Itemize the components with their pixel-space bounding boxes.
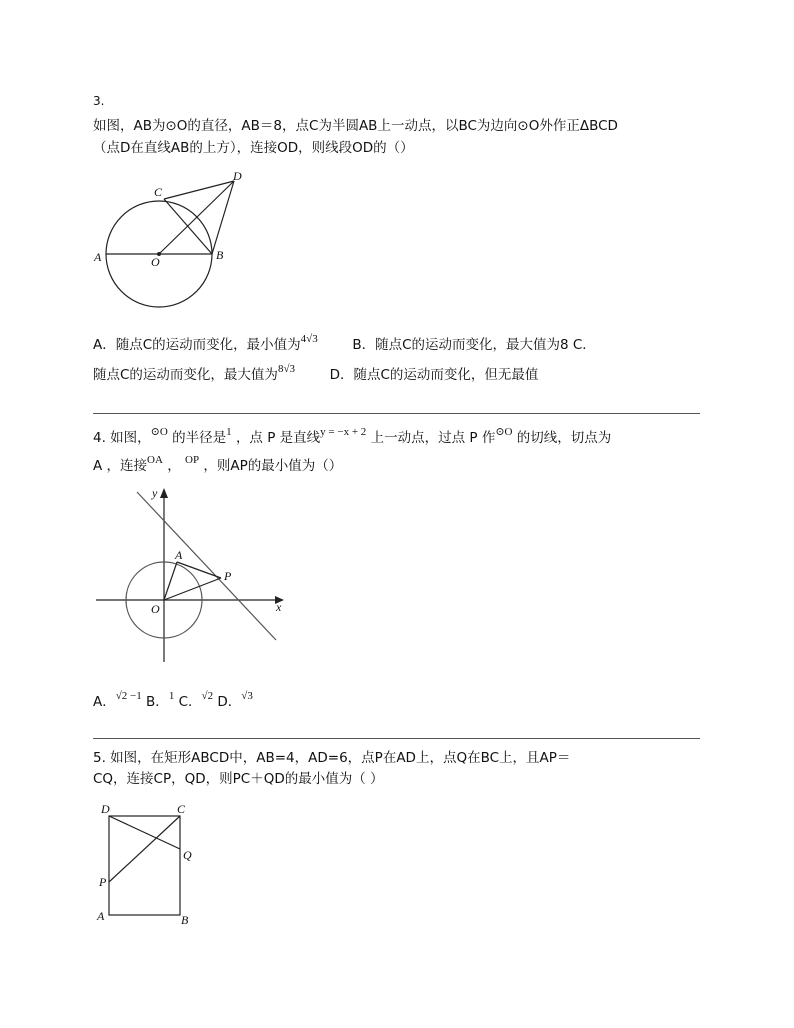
q4-circle-o-2: ⊙O	[495, 426, 513, 438]
q5-label-p: P	[99, 875, 107, 889]
q4-option-d-value: √3	[241, 690, 253, 702]
q4-text-7: ，	[167, 458, 181, 474]
q4-text-1: 4. 如图，	[93, 430, 151, 446]
q5-segment-pc	[109, 816, 180, 882]
q4-label-x: x	[276, 600, 282, 614]
q4-option-d: D．	[217, 694, 242, 710]
q3-label-c: C	[154, 185, 163, 199]
q5-label-b: B	[181, 913, 189, 927]
q3-stem-line1: 如图，AB为⊙O的直径，AB＝8，点C为半圆AB上一动点，以BC为边向⊙O外作正ΔBCD	[93, 118, 618, 134]
q4-option-a: A．	[93, 694, 116, 710]
q5-stem-line2: CQ，连接CP，QD，则PC＋QD的最小值为（ ）	[93, 771, 384, 787]
q5-segment-dq	[109, 816, 180, 849]
q4-radius: 1	[226, 426, 232, 438]
q4-label-p: P	[224, 569, 232, 583]
q3-label-o: O	[151, 255, 160, 269]
q5-label-a: A	[97, 909, 105, 923]
q5-stem-line1: 5. 如图，在矩形ABCD中，AB=4，AD=6，点P在AD上，点Q在BC上，且AP＝	[93, 750, 571, 766]
q3-option-c: 随点C的运动而变化，最大值为	[93, 367, 278, 383]
q4-seg-op: OP	[185, 454, 200, 466]
q3-label-a: A	[94, 250, 102, 264]
q3-option-a: A．随点C的运动而变化，最小值为	[93, 337, 301, 353]
q5-rectangle-abcd	[109, 816, 180, 915]
q5-label-c: C	[177, 802, 186, 816]
q3-label-b: B	[216, 248, 224, 262]
q5-label-q: Q	[183, 848, 192, 862]
q4-label-o: O	[151, 602, 160, 616]
q4-option-a-value: √2 −1	[115, 690, 142, 702]
q4-text-5: 的切线，切点为	[516, 430, 612, 446]
q4-text-3: ，点 P 是直线	[235, 430, 321, 446]
q4-text-2: 的半径是	[172, 430, 227, 446]
q3-option-b: B．随点C的运动而变化，最大值为8 C．	[352, 337, 596, 353]
q3-option-d: D．随点C的运动而变化，但无最值	[329, 367, 539, 383]
q3-number: 3.	[93, 94, 105, 108]
q3-option-c-value: 8√3	[277, 363, 295, 375]
q4-seg-oa: OA	[147, 454, 163, 466]
q4-equation: y = −x + 2	[320, 426, 367, 438]
q4-option-c: C．	[178, 694, 202, 710]
q3-label-d: D	[233, 169, 242, 183]
q4-option-c-value: √2	[201, 690, 214, 702]
q4-label-a: A	[175, 548, 183, 562]
q5-label-d: D	[101, 802, 110, 816]
q3-stem-line2: （点D在直线AB的上方），连接OD，则线段OD的（）	[93, 140, 414, 156]
q4-text-4: 上一动点，过点 P 作	[370, 430, 496, 446]
q4-text-6: A ，连接	[93, 458, 148, 474]
q4-option-b: B．	[146, 694, 169, 710]
q3-option-a-value: 4√3	[300, 333, 318, 345]
q4-label-y: y	[152, 486, 158, 500]
q4-circle-o: ⊙O	[150, 426, 168, 438]
q4-text-8: ，则AP的最小值为（）	[203, 458, 343, 474]
q4-option-b-value: 1	[168, 690, 175, 702]
